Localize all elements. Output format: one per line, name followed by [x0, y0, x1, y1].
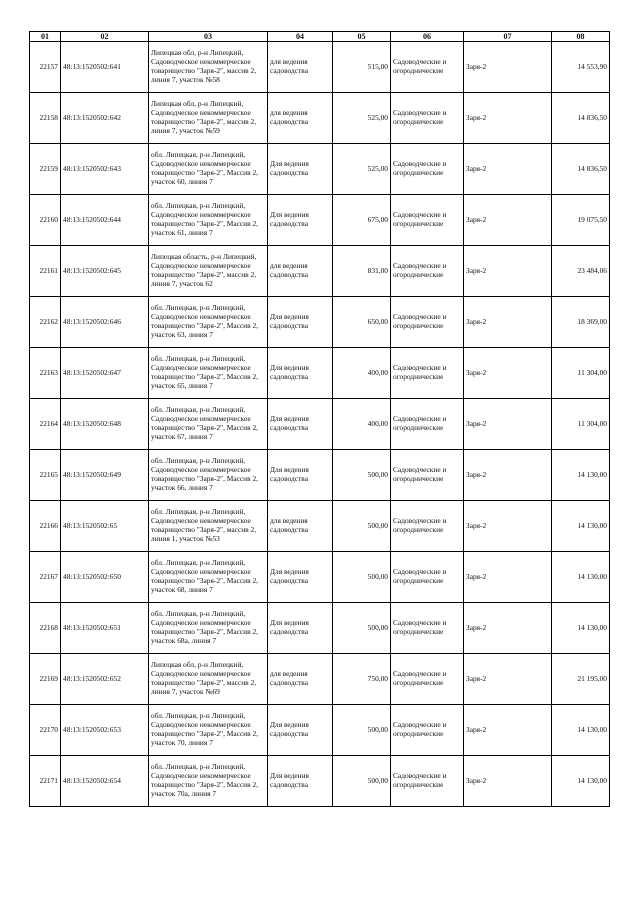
address-text: обл. Липецкая, р-н Липецкий, Садоводческое некоммерческое товарищество "Заря-2", Массив 2, участок 60, линия 7: [151, 151, 259, 186]
cell-area: 650,00: [333, 297, 391, 348]
cell-cadastral-number: 48:13:1520502:653: [61, 705, 149, 756]
address-text: обл. Липецкая, р-н Липецкий, Садоводческое некоммерческое товарищество "Заря-2", Массив 2, участок 70, линия 7: [151, 712, 259, 747]
cell-permitted-use: для ведения садоводства: [268, 246, 333, 297]
table-row: [30, 654, 610, 705]
cell-land-category: Садоводческие и огороднические: [391, 144, 464, 195]
cell-zone: Заря-2: [464, 705, 552, 756]
address-text: Липецкая область, р-н Липецкий, Садоводческое некоммерческое товарищество "Заря-2", массив 2, линия 7, участок 62: [151, 253, 257, 288]
address-text: обл. Липецкая, р-н Липецкий, Садоводческое некоммерческое товарищество "Заря-2", Массив 2, участок 63, линия 7: [151, 304, 259, 339]
cell-land-category: Садоводческие и огороднические: [391, 705, 464, 756]
cell-row-number: 22171: [30, 756, 61, 807]
table-row: [30, 603, 610, 654]
cell-permitted-use: Для ведения садоводства: [268, 450, 333, 501]
address-text: Липецкая обл, р-н Липецкий, Садоводческое некоммерческое товарищество "Заря-2", массив 2, линия 7, участок №58: [151, 49, 257, 84]
cell-cadastral-number: 48:13:1520502:65: [61, 501, 149, 552]
cell-area: 500,00: [333, 756, 391, 807]
cell-cadastral-number: 48:13:1520502:646: [61, 297, 149, 348]
cell-address: [149, 552, 268, 603]
address-text: Липецкая обл, р-н Липецкий, Садоводческое некоммерческое товарищество "Заря-2", массив 2, линия 7, участок №59: [151, 100, 257, 135]
cell-cadastral-number: 48:13:1520502:648: [61, 399, 149, 450]
cell-zone: Заря-2: [464, 297, 552, 348]
cell-permitted-use: Для ведения садоводства: [268, 348, 333, 399]
cell-address: [149, 654, 268, 705]
cell-land-category: Садоводческие и огороднические: [391, 42, 464, 93]
table-row: [30, 756, 610, 807]
cell-row-number: 22159: [30, 144, 61, 195]
cell-cadastral-number: 48:13:1520502:649: [61, 450, 149, 501]
address-text: обл. Липецкая, р-н Липецкий, Садоводческое некоммерческое товарищество "Заря-2", Массив 2, участок 66, линия 7: [151, 457, 259, 492]
cell-permitted-use: Для ведения садоводства: [268, 297, 333, 348]
address-text: обл. Липецкая, р-н Липецкий, Садоводческое некоммерческое товарищество "Заря-2", Массив 2, участок 68, линия 7: [151, 559, 259, 594]
cell-zone: Заря-2: [464, 603, 552, 654]
address-text: Липецкая обл, р-н Липецкий, Садоводческое некоммерческое товарищество "Заря-2", массив 2, линия 7, участок №69: [151, 661, 257, 696]
cell-zone: Заря-2: [464, 399, 552, 450]
table-row: [30, 93, 610, 144]
cell-row-number: 22158: [30, 93, 61, 144]
table-row: [30, 348, 610, 399]
table-row: [30, 42, 610, 93]
address-text: обл. Липецкая, р-н Липецкий, Садоводческое некоммерческое товарищество "Заря-2", Массив 2, участок 70а, линия 7: [151, 763, 259, 798]
cell-cadastral-value: 11 304,00: [552, 399, 610, 450]
table-row: [30, 450, 610, 501]
cell-row-number: 22167: [30, 552, 61, 603]
cell-area: 525,00: [333, 144, 391, 195]
cell-zone: Заря-2: [464, 552, 552, 603]
cell-row-number: 22169: [30, 654, 61, 705]
cadastral-value-table: [29, 31, 610, 807]
cell-land-category: Садоводческие и огороднические: [391, 501, 464, 552]
cell-zone: Заря-2: [464, 144, 552, 195]
cell-area: 515,00: [333, 42, 391, 93]
cell-zone: Заря-2: [464, 654, 552, 705]
cell-land-category: Садоводческие и огороднические: [391, 348, 464, 399]
table-row: [30, 195, 610, 246]
address-text: обл. Липецкая, р-н Липецкий, Садоводческое некоммерческое товарищество "Заря-2", массив 2, линия 1, участок №53: [151, 508, 257, 543]
table-row: [30, 501, 610, 552]
cell-land-category: Садоводческие и огороднические: [391, 246, 464, 297]
address-text: обл. Липецкая, р-н Липецкий, Садоводческое некоммерческое товарищество "Заря-2", Массив 2, участок 68а, линия 7: [151, 610, 259, 645]
cell-address: [149, 297, 268, 348]
cell-cadastral-value: 14 130,00: [552, 705, 610, 756]
table-row: [30, 246, 610, 297]
cell-address: [149, 705, 268, 756]
table-body: [30, 42, 610, 807]
cell-cadastral-number: 48:13:1520502:650: [61, 552, 149, 603]
cell-address: [149, 603, 268, 654]
cell-cadastral-value: 14 836,50: [552, 93, 610, 144]
cell-land-category: Садоводческие и огороднические: [391, 450, 464, 501]
cell-zone: Заря-2: [464, 246, 552, 297]
cell-permitted-use: для ведения садоводства: [268, 93, 333, 144]
cell-cadastral-value: 14 130,00: [552, 501, 610, 552]
column-header-06: 06: [391, 32, 464, 42]
cell-address: [149, 93, 268, 144]
address-text: обл. Липецкая, р-н Липецкий, Садоводческое некоммерческое товарищество "Заря-2", Массив 2, участок 61, линия 7: [151, 202, 259, 237]
cell-address: [149, 246, 268, 297]
cell-land-category: Садоводческие и огороднические: [391, 654, 464, 705]
address-text: обл. Липецкая, р-н Липецкий, Садоводческое некоммерческое товарищество "Заря-2", Массив 2, участок 67, линия 7: [151, 406, 259, 441]
cell-cadastral-number: 48:13:1520502:644: [61, 195, 149, 246]
column-header-03: 03: [149, 32, 268, 42]
cell-permitted-use: Для ведения садоводства: [268, 705, 333, 756]
cell-zone: Заря-2: [464, 42, 552, 93]
cell-row-number: 22163: [30, 348, 61, 399]
table-row: [30, 144, 610, 195]
cell-address: [149, 756, 268, 807]
cell-cadastral-value: 14 836,50: [552, 144, 610, 195]
cell-cadastral-number: 48:13:1520502:651: [61, 603, 149, 654]
cell-row-number: 22162: [30, 297, 61, 348]
cell-area: 525,00: [333, 93, 391, 144]
table-row: [30, 399, 610, 450]
cell-cadastral-value: 14 130,00: [552, 450, 610, 501]
cell-permitted-use: для ведения садоводства: [268, 42, 333, 93]
cell-cadastral-value: 19 075,50: [552, 195, 610, 246]
cell-zone: Заря-2: [464, 501, 552, 552]
cell-permitted-use: Для ведения садоводства: [268, 552, 333, 603]
cell-land-category: Садоводческие и огороднические: [391, 399, 464, 450]
cell-land-category: Садоводческие и огороднические: [391, 756, 464, 807]
cell-cadastral-value: 14 130,00: [552, 552, 610, 603]
cell-address: [149, 501, 268, 552]
table-row: [30, 297, 610, 348]
table-row: [30, 552, 610, 603]
cell-cadastral-value: 14 130,00: [552, 603, 610, 654]
cell-cadastral-value: 21 195,00: [552, 654, 610, 705]
cell-area: 500,00: [333, 501, 391, 552]
cell-area: 831,00: [333, 246, 391, 297]
cell-address: [149, 450, 268, 501]
cell-permitted-use: Для ведения садоводства: [268, 399, 333, 450]
cell-cadastral-number: 48:13:1520502:652: [61, 654, 149, 705]
cell-address: [149, 42, 268, 93]
cell-land-category: Садоводческие и огороднические: [391, 552, 464, 603]
cell-land-category: Садоводческие и огороднические: [391, 603, 464, 654]
column-header-07: 07: [464, 32, 552, 42]
cell-cadastral-number: 48:13:1520502:645: [61, 246, 149, 297]
document-page: [29, 31, 609, 807]
cell-cadastral-value: 23 484,06: [552, 246, 610, 297]
cell-cadastral-number: 48:13:1520502:647: [61, 348, 149, 399]
cell-area: 400,00: [333, 399, 391, 450]
table-row: [30, 705, 610, 756]
column-header-08: 08: [552, 32, 610, 42]
cell-land-category: Садоводческие и огороднические: [391, 195, 464, 246]
cell-row-number: 22160: [30, 195, 61, 246]
cell-cadastral-value: 14 553,90: [552, 42, 610, 93]
column-header-01: 01: [30, 32, 61, 42]
table-header-row: [30, 32, 610, 42]
cell-permitted-use: Для ведения садоводства: [268, 144, 333, 195]
cell-permitted-use: для ведения садоводства: [268, 501, 333, 552]
cell-area: 500,00: [333, 552, 391, 603]
cell-land-category: Садоводческие и огороднические: [391, 93, 464, 144]
cell-area: 400,00: [333, 348, 391, 399]
cell-row-number: 22168: [30, 603, 61, 654]
cell-area: 675,00: [333, 195, 391, 246]
cell-row-number: 22161: [30, 246, 61, 297]
cell-land-category: Садоводческие и огороднические: [391, 297, 464, 348]
cell-permitted-use: Для ведения садоводства: [268, 195, 333, 246]
cell-cadastral-value: 18 369,00: [552, 297, 610, 348]
cell-permitted-use: для ведения садоводства: [268, 654, 333, 705]
cell-zone: Заря-2: [464, 93, 552, 144]
cell-permitted-use: Для ведения садоводства: [268, 603, 333, 654]
cell-cadastral-number: 48:13:1520502:642: [61, 93, 149, 144]
cell-row-number: 22166: [30, 501, 61, 552]
cell-cadastral-number: 48:13:1520502:654: [61, 756, 149, 807]
cell-address: [149, 348, 268, 399]
cell-address: [149, 144, 268, 195]
cell-cadastral-number: 48:13:1520502:643: [61, 144, 149, 195]
cell-permitted-use: Для ведения садоводства: [268, 756, 333, 807]
column-header-02: 02: [61, 32, 149, 42]
cell-zone: Заря-2: [464, 450, 552, 501]
cell-zone: Заря-2: [464, 195, 552, 246]
cell-row-number: 22165: [30, 450, 61, 501]
cell-area: 500,00: [333, 450, 391, 501]
column-header-05: 05: [333, 32, 391, 42]
cell-row-number: 22164: [30, 399, 61, 450]
column-header-04: 04: [268, 32, 333, 42]
address-text: обл. Липецкая, р-н Липецкий, Садоводческое некоммерческое товарищество "Заря-2", Массив 2, участок 65, линия 7: [151, 355, 259, 390]
cell-cadastral-value: 14 130,00: [552, 756, 610, 807]
cell-zone: Заря-2: [464, 348, 552, 399]
cell-cadastral-number: 48:13:1520502:641: [61, 42, 149, 93]
cell-cadastral-value: 11 304,00: [552, 348, 610, 399]
cell-area: 750,00: [333, 654, 391, 705]
cell-area: 500,00: [333, 603, 391, 654]
cell-address: [149, 399, 268, 450]
cell-area: 500,00: [333, 705, 391, 756]
cell-address: [149, 195, 268, 246]
cell-zone: Заря-2: [464, 756, 552, 807]
cell-row-number: 22157: [30, 42, 61, 93]
cell-row-number: 22170: [30, 705, 61, 756]
